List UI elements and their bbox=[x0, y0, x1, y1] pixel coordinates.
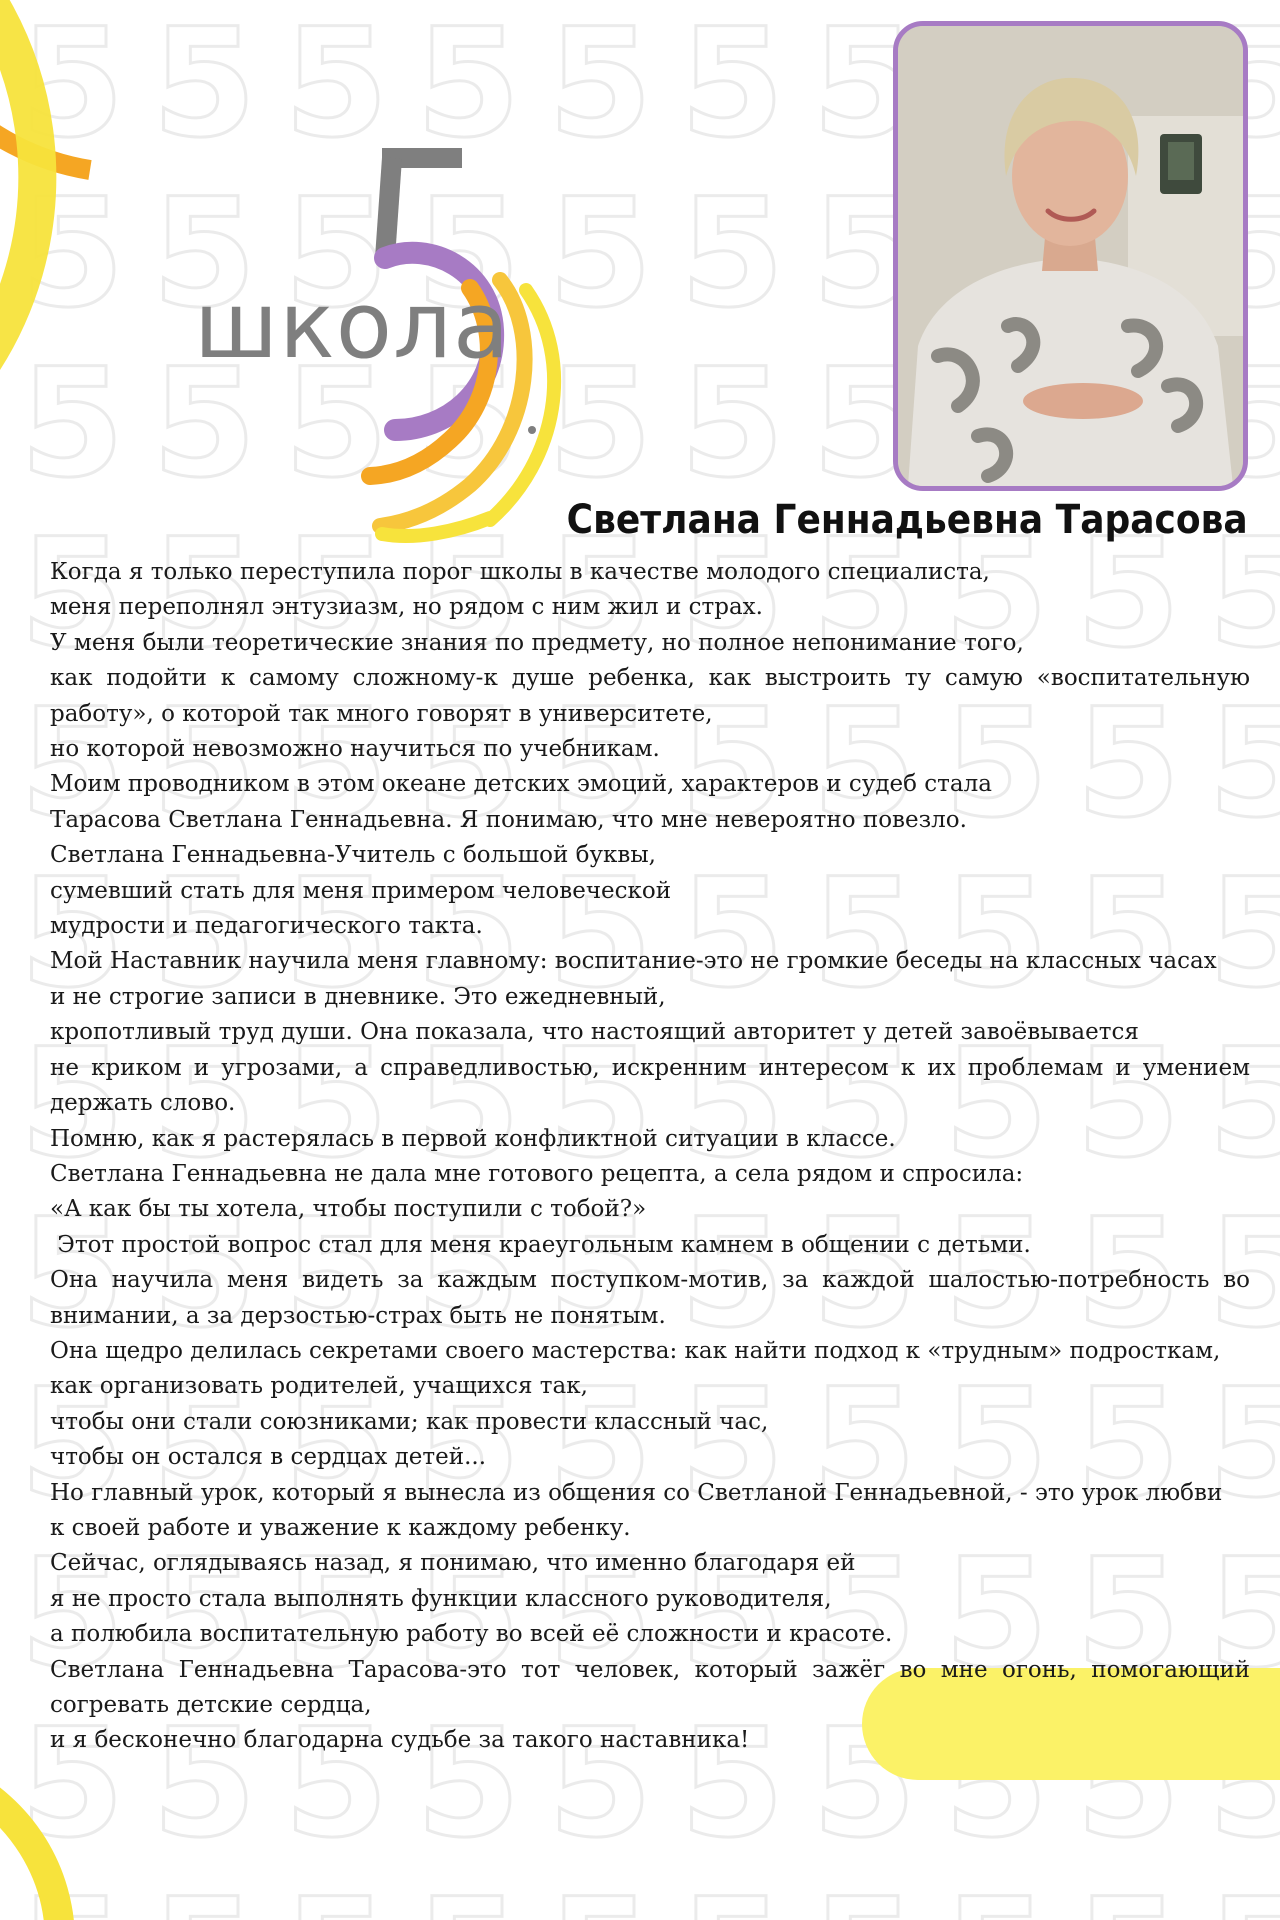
letter-line: Когда я только переступила порог школы в качестве молодого специалиста, bbox=[50, 559, 990, 585]
letter-line: чтобы он остался в сердцах детей... bbox=[50, 1444, 487, 1471]
letter-line: Тарасова Светлана Геннадьевна. Я понимаю, что мне невероятно повезло. bbox=[50, 806, 967, 833]
logo-word: школа bbox=[194, 272, 511, 379]
letter-line: сумевший стать для меня примером человеческой bbox=[50, 877, 672, 904]
letter-line: Светлана Геннадьевна не дала мне готового рецепта, а села рядом и спросила: bbox=[50, 1160, 1024, 1187]
letter-line: Моим проводником в этом океане детских эмоций, характеров и судеб стала bbox=[50, 771, 992, 798]
letter-line: как организовать родителей, учащихся так, bbox=[50, 1373, 588, 1400]
portrait-photo-icon bbox=[898, 26, 1243, 486]
letter-line: «А как бы ты хотела, чтобы поступили с тобой?» bbox=[50, 1196, 647, 1223]
letter-line: но которой невозможно научиться по учебникам. bbox=[50, 736, 660, 763]
letter-line: и я бесконечно благодарна судьбе за такого наставника! bbox=[50, 1727, 750, 1754]
letter-line: к своей работе и уважение к каждому ребенку. bbox=[50, 1514, 631, 1541]
letter-line: а полюбила воспитательную работу во всей её сложности и красоте. bbox=[50, 1621, 893, 1648]
portrait-photo bbox=[893, 21, 1248, 491]
letter-line: Светлана Геннадьевна Тарасова-это тот человек, который зажёг во мне огонь, помогающий согревать детские сердца, bbox=[50, 1656, 1250, 1718]
letter-line: как подойти к самому сложному-к душе ребенка, как выстроить ту самую «воспитательную работу», о которой так много говорят в университете, bbox=[50, 665, 1250, 727]
letter-line: Мой Наставник научила меня главному: воспитание-это не громкие беседы на классных часах bbox=[50, 948, 1217, 975]
letter-line: Она щедро делилась секретами своего мастерства: как найти подход к «трудным» подросткам, bbox=[50, 1337, 1221, 1364]
letter-line: не криком и угрозами, а справедливостью, искренним интересом к их проблемам и умением держать слово. bbox=[50, 1054, 1250, 1117]
letter-line: Она научила меня видеть за каждым поступком-мотив, за каждой шалостью-потребность во внимании, а за дерзостью-страх быть не понятым. bbox=[50, 1267, 1250, 1329]
letter-line: Помню, как я растерялась в первой конфликтной ситуации в классе. bbox=[50, 1125, 896, 1152]
letter-line: и не строгие записи в дневнике. Это ежедневный, bbox=[50, 983, 666, 1010]
letter-line: Этот простой вопрос стал для меня краеугольным камнем в общении с детьми. bbox=[50, 1231, 1031, 1258]
letter-line: меня переполнял энтузиазм, но рядом с ним жил и страх. bbox=[50, 594, 763, 621]
person-name: Светлана Геннадьевна Тарасова bbox=[566, 497, 1248, 543]
letter-line: Но главный урок, который я вынесла из общения со Светланой Геннадьевной, - это урок любви bbox=[50, 1479, 1223, 1506]
letter-line: я не просто стала выполнять функции классного руководителя, bbox=[50, 1585, 832, 1612]
school-logo bbox=[170, 130, 670, 550]
letter-line: Светлана Геннадьевна-Учитель с большой буквы, bbox=[50, 842, 656, 869]
letter-line: кропотливый труд души. Она показала, что настоящий авторитет у детей завоёвывается bbox=[50, 1019, 1139, 1046]
letter-line: Сейчас, оглядываясь назад, я понимаю, что именно благодаря ей bbox=[50, 1550, 856, 1577]
letter-line: чтобы они стали союзниками; как провести классный час, bbox=[50, 1408, 769, 1435]
letter-text bbox=[50, 555, 1250, 1759]
letter-line: мудрости и педагогического такта. bbox=[50, 913, 483, 940]
letter-line: У меня были теоретические знания по предмету, но полное непонимание того, bbox=[50, 629, 1024, 656]
